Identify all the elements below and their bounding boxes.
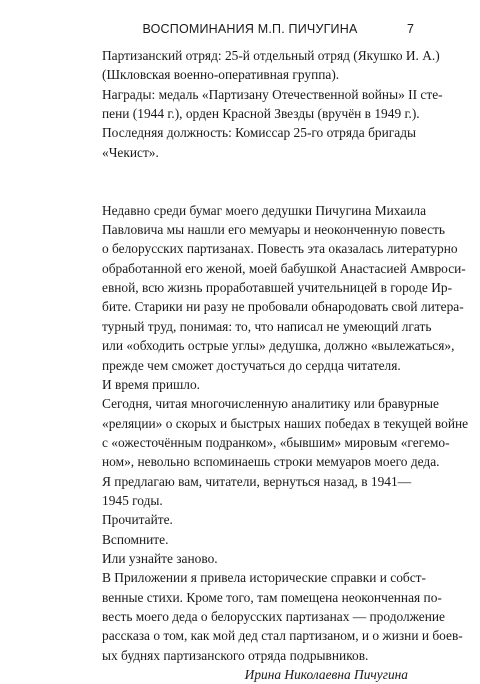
paragraph-awards (88, 85, 443, 124)
section-spacer (88, 181, 408, 200)
paragraph-invitation (88, 472, 412, 511)
text-line: прежде чем сможет достучаться до сердца читателя. (102, 357, 401, 373)
page-body (88, 46, 469, 684)
text-line: Награды: медаль «Партизану Отечественной войны» II сте- (102, 86, 443, 102)
paragraph-today (88, 394, 469, 471)
text-line: Прочитайте. (102, 512, 173, 528)
text-line: Вспомните. (102, 531, 169, 547)
text-line: венные стихи. Кроме того, там помещена неоконченная по- (102, 589, 442, 605)
text-line: В Приложении я привела исторические справки и собст- (102, 570, 426, 586)
page-number: 7 (407, 22, 414, 36)
text-line: рассказа о том, как мой дед стал партизаном, и о жизни и боев- (102, 628, 463, 644)
text-line: 1945 годы. (102, 492, 163, 508)
paragraph-time-came (88, 375, 408, 394)
text-line: Я предлагаю вам, читатели, вернуться назад, в 1941— (102, 473, 412, 489)
running-header (88, 22, 412, 42)
text-line: весть моего деда о белорусских партизанах — продолжение (102, 608, 445, 624)
text-line: (Шкловская военно-оперативная группа). (102, 67, 340, 83)
text-line: «Чекист». (102, 144, 159, 160)
text-line: бите. Старики ни разу не пробовали обнародовать свой литера- (102, 299, 464, 315)
paragraph-last-position (88, 123, 417, 162)
author-signature: Ирина Николаевна Пичугина (244, 667, 408, 682)
text-line: Павловича мы нашли его мемуары и неоконченную повесть (102, 222, 445, 238)
text-line: «реляции» о скорых и быстрых наших победах в текущей войне (102, 415, 469, 431)
text-line: Или узнайте заново. (102, 550, 218, 566)
text-line: Партизанский отряд: 25-й отдельный отряд (Якушко И. А.) (102, 48, 440, 63)
paragraph-found-memoirs (88, 201, 466, 375)
text-line: турный труд, понимая: то, что написал не умеющий лгать (102, 318, 432, 334)
paragraph-read (88, 510, 408, 529)
text-line: с «ожесточённым подранком», «бывшим» мировым «гегемо- (102, 434, 450, 450)
paragraph-partisan-unit (88, 46, 440, 85)
text-line: Последняя должность: Комиссар 25-го отряда бригады (102, 125, 417, 141)
paragraph-remember (88, 530, 408, 549)
text-line: Сегодня, читая многочисленную аналитику или бравурные (102, 396, 439, 412)
text-line: ном», невольно вспоминаешь строки мемуаров моего деда. (102, 454, 440, 470)
text-line: евной, всю жизнь проработавшей учительницей в городе Ир- (102, 280, 453, 296)
section-spacer (88, 162, 408, 181)
text-line: ых буднях партизанского отряда подрывников. (102, 647, 369, 663)
text-line: Недавно среди бумаг моего дедушки Пичугина Михаила (102, 202, 427, 218)
text-line: пени (1944 г.), орден Красной Звезды (вручён в 1949 г.). (102, 106, 420, 122)
running-title: ВОСПОМИНАНИЯ М.П. ПИЧУГИНА (142, 22, 358, 36)
paragraph-appendix (88, 568, 463, 665)
text-line: о белорусских партизанах. Повесть эта оказалась литературно (102, 241, 458, 257)
text-line: обработанной его женой, моей бабушкой Анастасией Амвроси- (102, 260, 466, 276)
text-line: или «обходить острые углы» дедушка, должно «вылежаться», (102, 338, 455, 354)
text-line: И время пришло. (102, 376, 201, 392)
paragraph-learn-anew (88, 549, 408, 568)
